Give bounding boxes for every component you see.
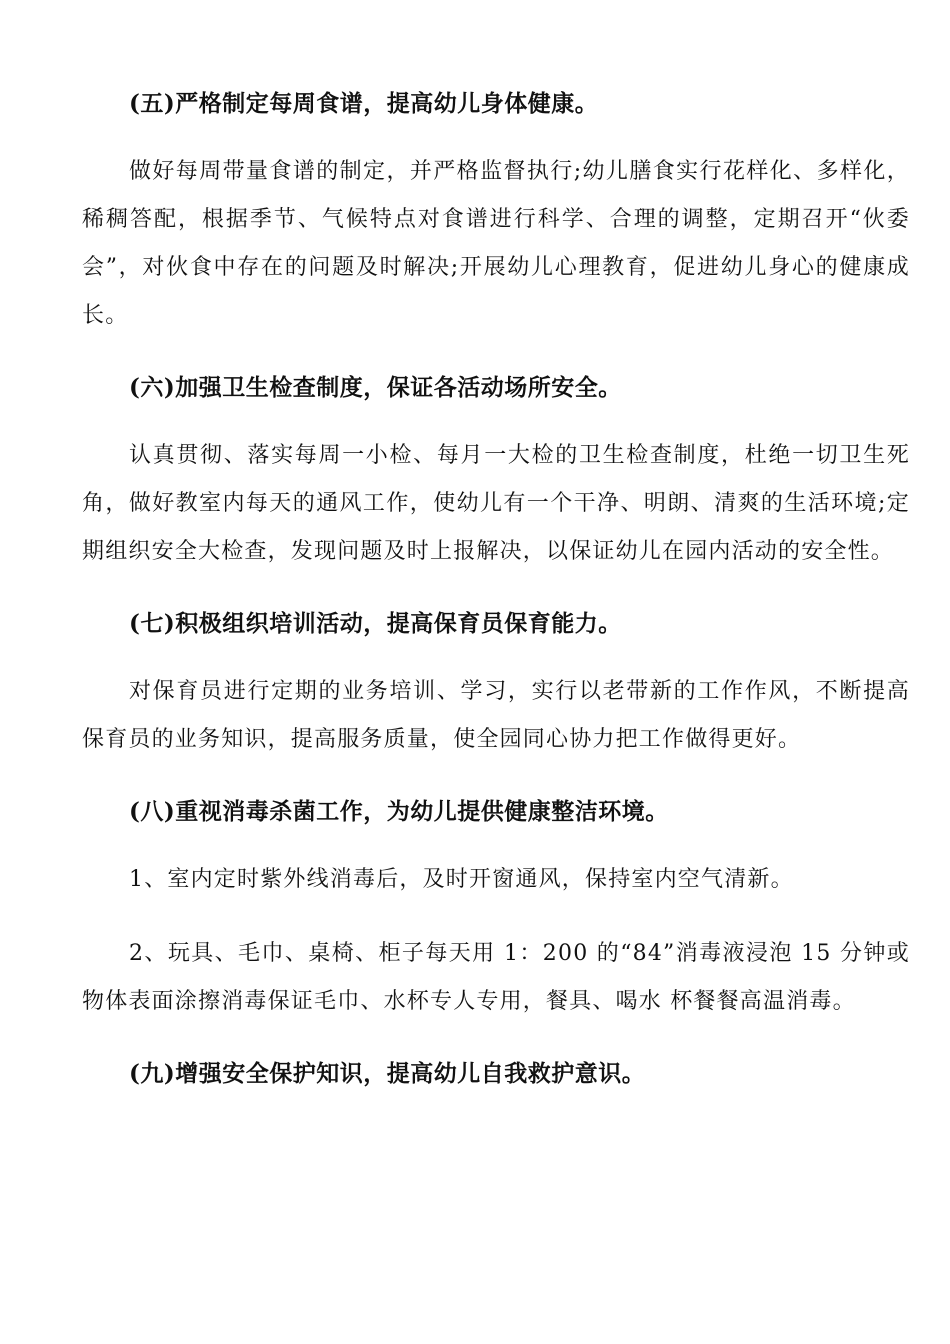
section-heading-6: (六)加强卫生检查制度，保证各活动场所安全。 bbox=[129, 374, 622, 401]
section-heading-8: (八)重视消毒杀菌工作，为幼儿提供健康整洁环境。 bbox=[129, 798, 669, 825]
section-7-paragraph: 对保育员进行定期的业务培训、学习，实行以老带新的工作作风，不断提高保育员的业务知识，提高服务质量，使全园同心协力把工作做得更好。 bbox=[82, 679, 910, 752]
section-heading-7: (七)积极组织培训活动，提高保育员保育能力。 bbox=[129, 610, 622, 637]
section-heading-9: (九)增强安全保护知识，提高幼儿自我救护意识。 bbox=[129, 1060, 646, 1087]
section-8-item-2: 2、玩具、毛巾、桌椅、柜子每天用 1：200 的“84”消毒液浸泡 15 分钟或物体表面涂擦消毒保证毛巾、水杯专人专用，餐具、喝水 杯餐餐高温消毒。 bbox=[82, 941, 910, 1014]
section-8-item-1: 1、室内定时紫外线消毒后，及时开窗通风，保持室内空气清新。 bbox=[129, 867, 794, 892]
section-5-paragraph: 做好每周带量食谱的制定，并严格监督执行;幼儿膳食实行花样化、多样化，稀稠答配，根据季节、气候特点对食谱进行科学、合理的调整，定期召开“伙委会”，对伙食中存在的问题及时解决;开展幼儿心理教育，促进幼儿身心的健康成长。 bbox=[82, 159, 910, 328]
section-6-paragraph: 认真贯彻、落实每周一小检、每月一大检的卫生检查制度，杜绝一切卫生死角，做好教室内每天的通风工作，使幼儿有一个干净、明朗、清爽的生活环境;定期组织安全大检查，发现问题及时上报解决，以保证幼儿在园内活动的安全性。 bbox=[82, 443, 910, 564]
section-heading-5: (五)严格制定每周食谱，提高幼儿身体健康。 bbox=[129, 90, 599, 117]
